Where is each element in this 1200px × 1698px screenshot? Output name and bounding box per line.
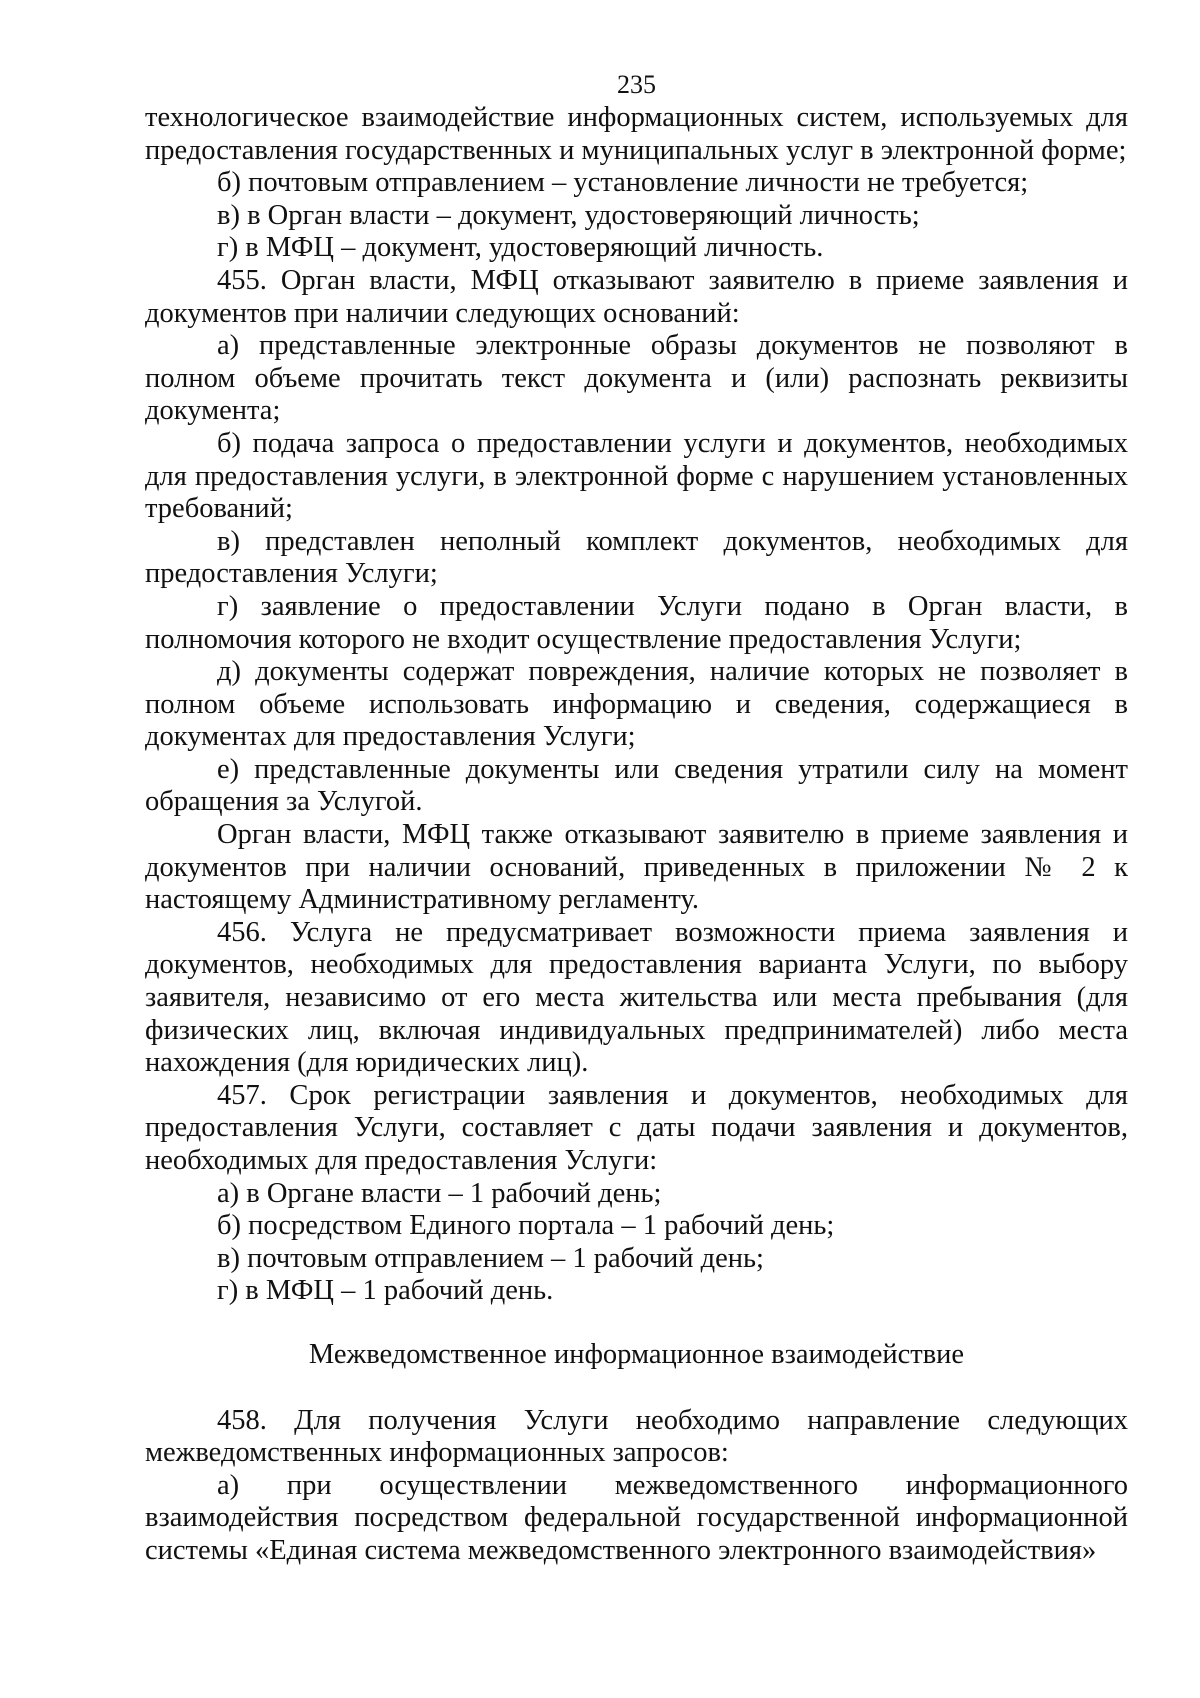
paragraph: в) в Орган власти – документ, удостоверяющий личность; — [217, 199, 920, 231]
paragraph: технологическое взаимодействие информационных систем, используемых для предоставления государственных и муниципальных услуг в электронной форме; — [145, 102, 1128, 166]
paragraph: 458. Для получения Услуги необходимо направление следующих межведомственных информационных запросов: — [145, 1404, 1128, 1469]
paragraph: а) при осуществлении межведомственного информационного взаимодействия посредством федеральной государственной информационной системы «Единая система межведомственного электронного взаимодействия» — [145, 1469, 1128, 1566]
paragraph: а) представленные электронные образы документов не позволяют в полном объеме прочитать текст документа и (или) распознать реквизиты документа; — [145, 330, 1128, 427]
paragraph: г) в МФЦ – документ, удостоверяющий личность. — [217, 232, 824, 264]
body-text-top — [145, 102, 1128, 1308]
document-page — [145, 68, 1128, 1568]
paragraph: в) почтовым отправлением – 1 рабочий день; — [217, 1242, 764, 1274]
paragraph: а) в Органе власти – 1 рабочий день; — [217, 1177, 662, 1209]
paragraph: 455. Орган власти, МФЦ отказывают заявителю в приеме заявления и документов при наличии следующих оснований: — [145, 264, 1128, 329]
paragraph: б) подача запроса о предоставлении услуги и документов, необходимых для предоставления услуги, в электронной форме с нарушением установленных требований; — [145, 427, 1128, 525]
paragraph: б) почтовым отправлением – установление личности не требуется; — [217, 167, 1029, 199]
paragraph: г) заявление о предоставлении Услуги подано в Орган власти, в полномочия которого не входит осуществление предоставления Услуги; — [145, 590, 1128, 655]
paragraph: б) посредством Единого портала – 1 рабочий день; — [217, 1210, 835, 1242]
paragraph: е) представленные документы или сведения утратили силу на момент обращения за Услугой. — [145, 753, 1128, 818]
paragraph: д) документы содержат повреждения, наличие которых не позволяет в полном объеме использовать информацию и сведения, содержащиеся в документах для предоставления Услуги; — [145, 656, 1128, 753]
section-heading: Межведомственное информационное взаимодействие — [308, 1338, 965, 1370]
body-text-bottom — [145, 1405, 1128, 1568]
paragraph: 457. Срок регистрации заявления и документов, необходимых для предоставления Услуги, составляет с даты подачи заявления и документов, необходимых для предоставления Услуги: — [145, 1079, 1128, 1176]
paragraph: 456. Услуга не предусматривает возможности приема заявления и документов, необходимых для предоставления варианта Услуги, по выбору заявителя, независимо от его места жительства или места пребывания (для физических лиц, включая индивидуальных предпринимателей) либо места нахождения (для юридических лиц). — [145, 916, 1128, 1079]
paragraph: в) представлен неполный комплект документов, необходимых для предоставления Услуги; — [145, 525, 1128, 590]
paragraph: Орган власти, МФЦ также отказывают заявителю в приеме заявления и документов при наличии оснований, приведенных в приложении № 2 к настоящему Административному регламенту. — [145, 819, 1128, 916]
paragraph: г) в МФЦ – 1 рабочий день. — [217, 1275, 554, 1307]
page-number: 235 — [617, 70, 656, 99]
